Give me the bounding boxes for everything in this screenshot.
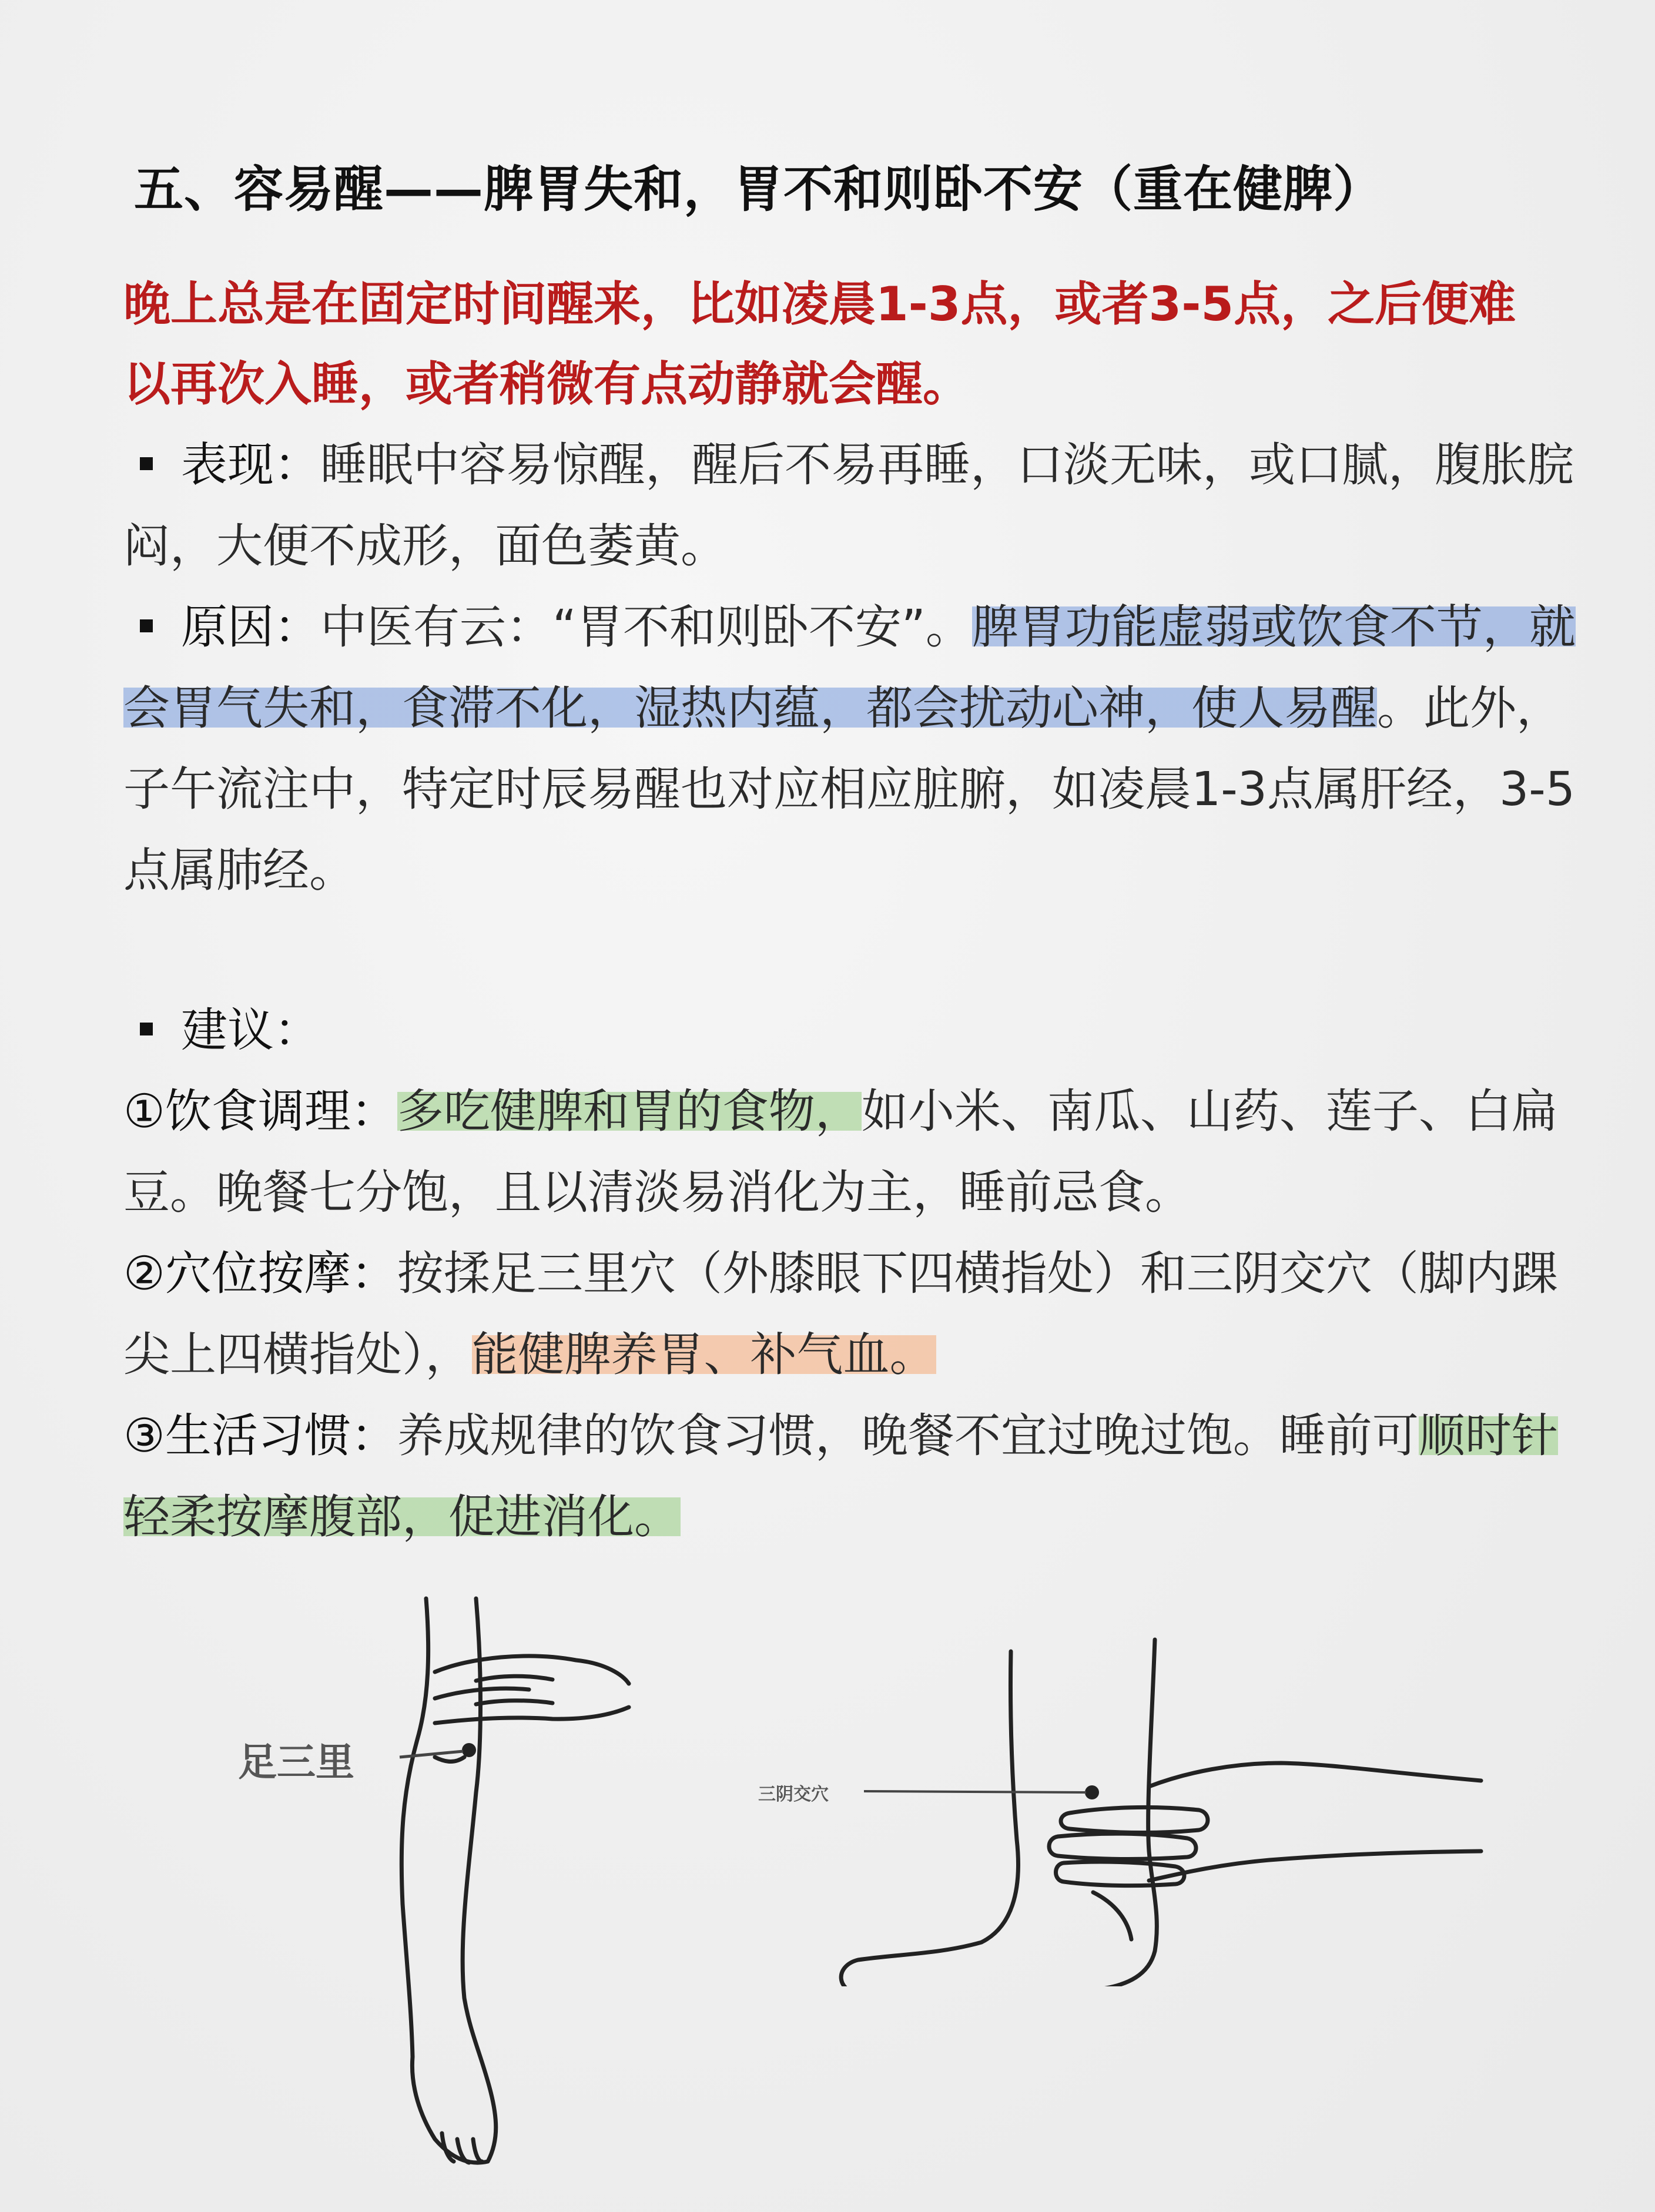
bullet-icon	[140, 619, 153, 632]
symptom-paragraph	[123, 424, 1581, 586]
advice-item-label: ①饮食调理：	[123, 1084, 397, 1138]
cause-text-a: 中医有云：“胃不和则卧不安”。	[320, 600, 972, 654]
symptom-text: 睡眠中容易惊醒，醒后不易再睡，口淡无味，或口腻，腹胀脘闷，大便不成形，面色萎黄。	[123, 438, 1574, 573]
intro-text: 晚上总是在固定时间醒来，比如凌晨1-3点，或者3-5点，之后便难以再次入睡，或者稍微有点动静就会醒。	[123, 277, 1516, 411]
advice-heading-line	[123, 990, 1581, 1071]
acupoint-dot	[1085, 1785, 1099, 1799]
advice-heading: 建议：	[181, 1003, 320, 1057]
cause-label: 原因：	[181, 600, 320, 654]
advice-item-massage	[123, 1233, 1581, 1395]
ankle-acupoint-label: 三阴交穴	[758, 1784, 829, 1805]
ankle-illustration	[823, 1634, 1505, 1986]
advice-item-highlight: 能健脾养胃、补气血。	[471, 1328, 936, 1382]
advice-item-label: ③生活习惯：	[123, 1409, 397, 1463]
advice-item-text: 按揉足三里穴（外膝眼下四横指处）和三阴交穴（脚内踝尖上四横指处），	[123, 1246, 1558, 1382]
advice-item-habit	[123, 1395, 1581, 1557]
leg-illustration	[223, 1587, 670, 2174]
cause-text-b: 。此外，子午流注中，特定时辰易醒也对应相应脏腑，如凌晨1-3点属肝经，3-5点属肺经。	[123, 681, 1576, 897]
leg-acupoint-label: 足三里	[238, 1740, 354, 1785]
page-title: 五、容易醒——脾胃失和，胃不和则卧不安（重在健脾）	[134, 160, 1383, 218]
bullet-icon	[140, 1023, 153, 1035]
cause-highlight: 脾胃功能虚弱或饮食不节，就会胃气失和，食滞不化，湿热内蕴，都会扰动心神，使人易醒	[123, 600, 1576, 735]
advice-item-label: ②穴位按摩：	[123, 1246, 397, 1301]
advice-item-highlight: 多吃健脾和胃的食物，	[397, 1084, 862, 1138]
cause-paragraph	[123, 586, 1581, 911]
bullet-icon	[140, 457, 153, 470]
advice-item-diet	[123, 1071, 1581, 1233]
advice-item-text: 养成规律的饮食习惯，晚餐不宜过晚过饱。睡前可	[397, 1409, 1419, 1463]
acupoint-dot	[462, 1743, 476, 1757]
advice-item-highlight: 顺时针轻柔按摩腹部，促进消化。	[123, 1409, 1558, 1544]
advice-list	[123, 1071, 1581, 1557]
advice-item-text: 如小米、南瓜、山药、莲子、白扁豆。晚餐七分饱，且以清淡易消化为主，睡前忌食。	[123, 1084, 1558, 1219]
symptom-label: 表现：	[181, 438, 320, 492]
